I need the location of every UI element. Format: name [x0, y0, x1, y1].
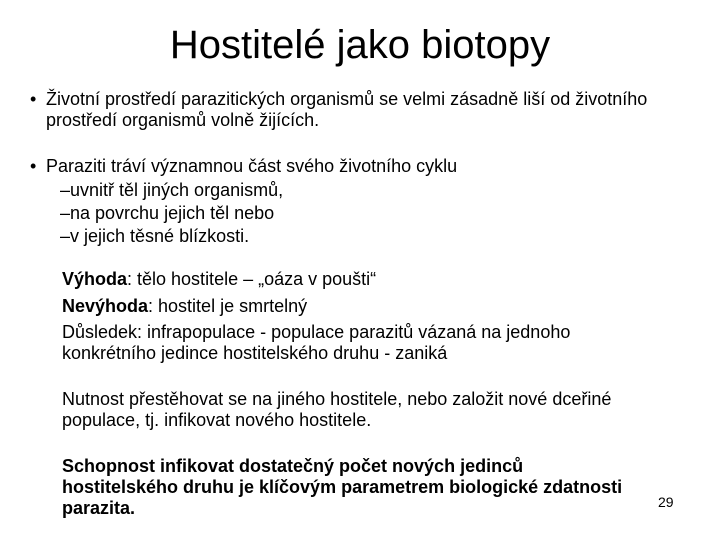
- disadvantage-text: : hostitel je smrtelný: [148, 296, 308, 316]
- bullet-life-cycle: [30, 156, 670, 177]
- bullet-text: Paraziti tráví významnou část svého životního cyklu: [46, 156, 458, 176]
- advantage-term: Výhoda: [62, 269, 128, 289]
- sub-item-inside: –uvnitř těl jiných organismů,: [60, 180, 284, 200]
- necessity-paragraph: Nutnost přestěhovat se na jiného hostitele, nebo založit nové dceřiné populace, tj. infikovat nového hostitele.: [62, 389, 612, 430]
- consequence-paragraph: Důsledek: infrapopulace - populace parazitů vázaná na jednoho konkrétního jedince hostitelského druhu - zaniká: [62, 322, 571, 363]
- sub-item-vicinity: –v jejich těsné blízkosti.: [60, 226, 250, 246]
- sub-item-surface: –na povrchu jejich těl nebo: [60, 203, 275, 223]
- disadvantage-term: Nevýhoda: [62, 296, 149, 316]
- advantage-line: [62, 269, 642, 290]
- advantage-text: : tělo hostitele – „oáza v poušti“: [127, 269, 377, 289]
- conclusion-paragraph: Schopnost infikovat dostatečný počet nových jedinců hostitelského druhu je klíčovým parametrem biologické zdatnosti parazita.: [62, 456, 623, 518]
- bullet-symbol: •: [30, 156, 37, 176]
- slide-title: Hostitelé jako biotopy: [169, 23, 551, 67]
- disadvantage-line: [62, 296, 642, 317]
- bullet-text: Životní prostředí parazitických organismů se velmi zásadně liší od životního prostředí organismů volně žijících.: [46, 89, 648, 130]
- page-number: 29: [658, 494, 674, 510]
- bullet-symbol: •: [30, 89, 37, 109]
- bullet-environment: [30, 89, 670, 131]
